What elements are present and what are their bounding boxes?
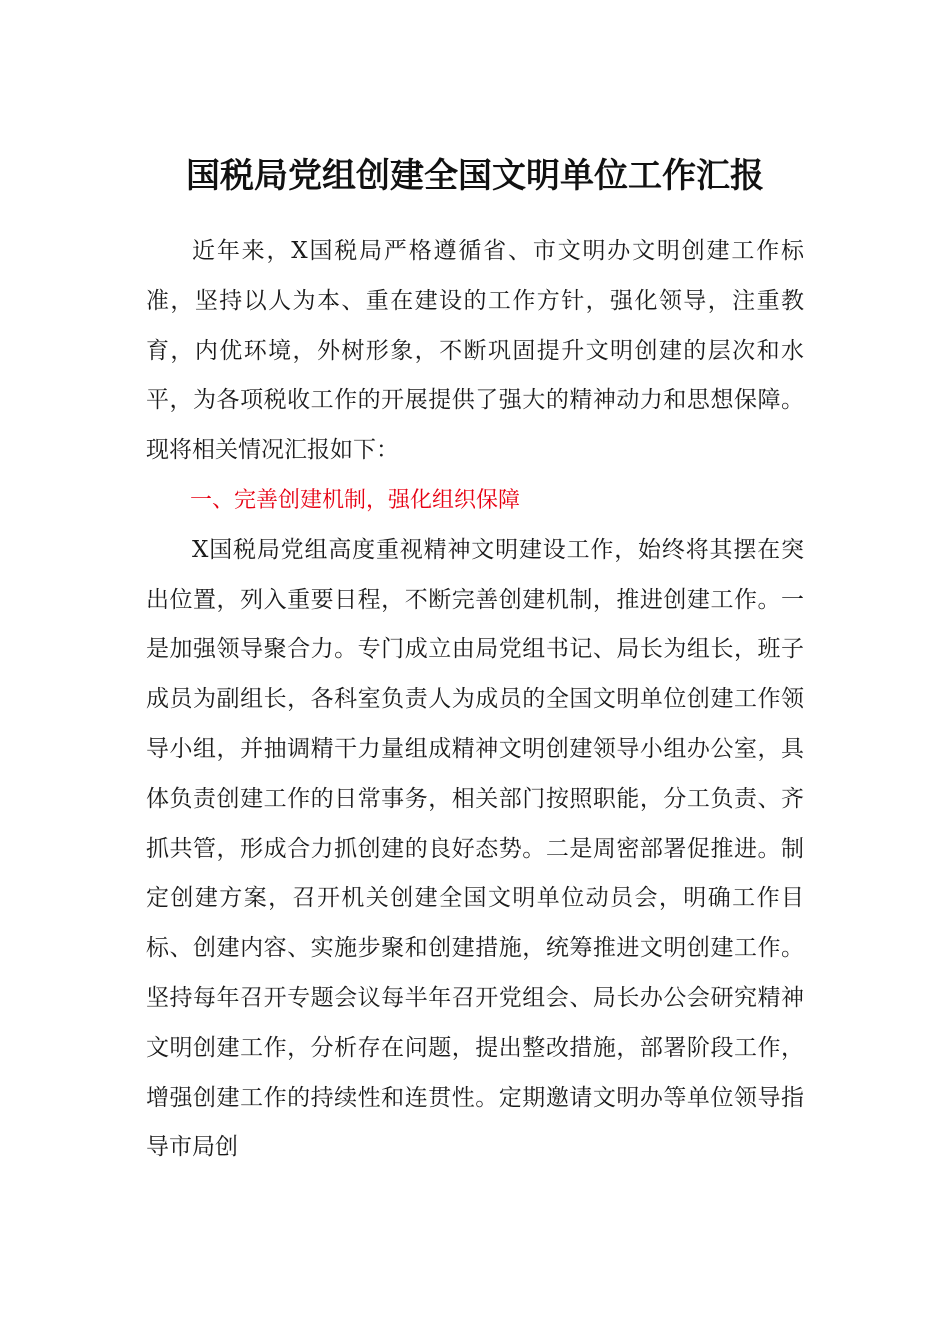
document-title: 国税局党组创建全国文明单位工作汇报 — [186, 156, 764, 196]
document-body — [146, 227, 804, 1173]
section-1-heading: 一、完善创建机制，强化组织保障 — [190, 487, 521, 513]
intro-paragraph: 近年来，X国税局严格遵循省、市文明办文明创建工作标准，坚持以人为本、重在建设的工作方针，强化领导，注重教育，内优环境，外树形象，不断巩固提升文明创建的层次和水平，为各项税收工作的开展提供了强大的精神动力和思想保障。现将相关情况汇报如下： — [146, 238, 804, 464]
section-1-paragraph: X国税局党组高度重视精神文明建设工作，始终将其摆在突出位置，列入重要日程，不断完善创建机制，推进创建工作。一是加强领导聚合力。专门成立由局党组书记、局长为组长，班子成员为副组长，各科室负责人为成员的全国文明单位创建工作领导小组，并抽调精干力量组成精神文明创建领导小组办公室，具体负责创建工作的日常事务，相关部门按照职能，分工负责、齐抓共管，形成合力抓创建的良好态势。二是周密部署促推进。制定创建方案，召开机关创建全国文明单位动员会，明确工作目标、创建内容、实施步聚和创建措施，统筹推进文明创建工作。坚持每年召开专题会议每半年召开党组会、局长办公会研究精神文明创建工作，分析存在问题，提出整改措施，部署阶段工作，增强创建工作的持续性和连贯性。定期邀请文明办等单位领导指导市局创 — [146, 536, 804, 1161]
